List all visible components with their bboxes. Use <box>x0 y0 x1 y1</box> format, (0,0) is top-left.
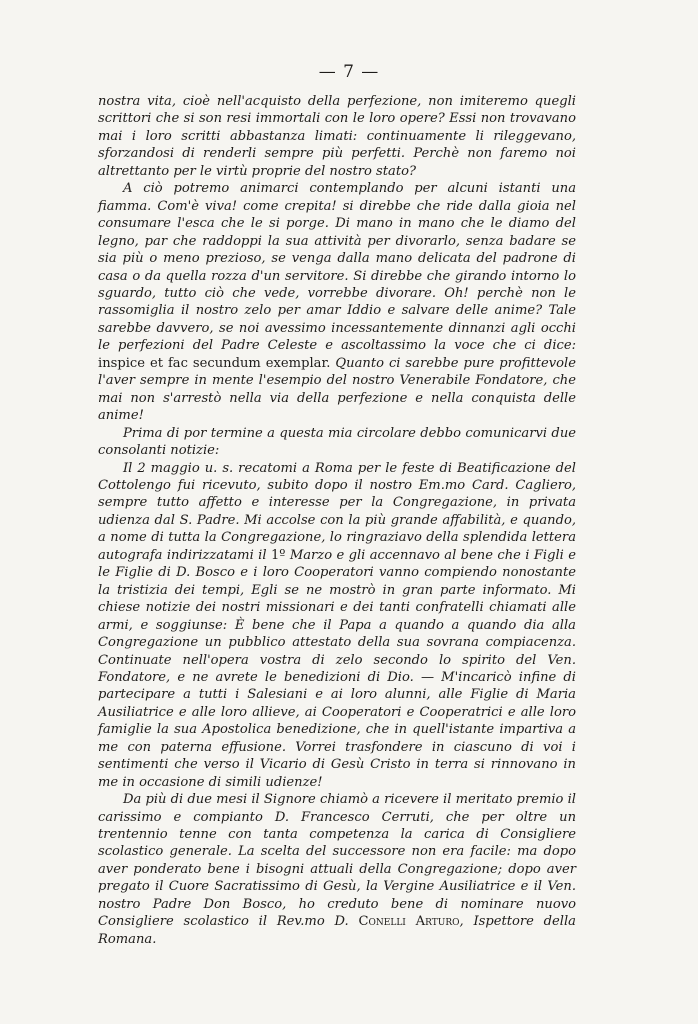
letter-body <box>98 93 576 948</box>
paragraph-flame <box>98 180 576 424</box>
flame-text-part-2: Quanto ci sarebbe pure profittevole l'aver sempre in mente l'esempio del nostro Venerabile Fondatore, che mai non s'arrestò nella via della perfezione e nella conquista delle anime! <box>98 355 576 424</box>
paragraph-new-councillor <box>98 791 576 948</box>
paragraph-perfection: nostra vita, cioè nell'acquisto della perfezione, non imiteremo quegli scrittori che si son resi immortali con le loro opere? Essi non trovavano mai i loro scritti abbastanza limati: continuamente li rileggevano, sforzandosi di renderli sempre più perfetti. Perchè non faremo noi altrettanto per le virtù proprie del nostro stato? <box>98 94 576 179</box>
date-number: 1º <box>270 547 286 563</box>
paragraph-news-intro: Prima di por termine a questa mia circolare debbo comunicarvi due consolanti notizie: <box>98 425 576 459</box>
audience-text-part-2: Marzo e gli accennavo al bene che i Figli e le Figlie di D. Bosco e i loro Cooperatori vanno compiendo nonostante la tristizia dei tempi, Egli se ne mostrò in gran parte informato. Mi chiese notizie dei nostri missionari e dei tanti confratelli chiamati alle armi, e soggiunse: È bene che il Papa a quando a quando dia alla Congregazione un pubblico attestato della sua sovrana compiacenza. Continuate nell'opera vostra di zelo secondo lo spirito del Ven. Fondatore, e ne avrete le benedizioni di Dio. — M'incaricò infine di partecipare a tutti i Salesiani e ai loro alunni, alle Figlie di Maria Ausiliatrice e alle loro allieve, ai Cooperatori e Cooperatrici e alle loro famiglie la sua Apostolica benedizione, che in quell'istante impartiva a me con paterna effusione. Vorrei trasfondere in ciascuno di voi i sentimenti che verso il Vicario di Gesù Cristo in terra si rinnovano in me in occasione di simili udienze! <box>98 547 576 790</box>
page-number: — 7 — <box>318 62 380 82</box>
audience-text-part-1: Il 2 maggio u. s. recatomi a Roma per le feste di Beatificazione del Cottolengo fui ricevuto, subito dopo il nostro Em.mo Card. Cagliero, sempre tutto affetto e interesse per la Congregazione, in privata udienza dal S. Padre. Mi accolse con la più grande affabilità, e quando, a nome di tutta la Congregazione, lo ringraziavo della splendida lettera autografa indirizzatami il <box>98 460 576 563</box>
paragraph-papal-audience <box>98 460 576 792</box>
councillor-text-part-1: Da più di due mesi il Signore chiamò a ricevere il meritato premio il carissimo e compianto D. Francesco Cerruti, che per oltre un trentennio tenne con tanta competenza la carica di Consigliere scolastico generale. La scelta del successore non era facile: ma dopo aver ponderato bene i bisogni attuali della Congregazione; dopo aver pregato il Cuore Sacratissimo di Gesù, la Vergine Ausiliatrice e il Ven. nostro Padre Don Bosco, ho creduto bene di nominare nuovo Consigliere scolastico il Rev.mo D. <box>98 792 576 930</box>
councillor-name: Conelli Arturo <box>358 914 460 930</box>
latin-quote: inspice et fac secundum exemplar. <box>98 355 331 371</box>
councillor-text-part-2: , Ispettore della Romana. <box>98 914 576 947</box>
flame-text-part-1: A ciò potremo animarci contemplando per alcuni istanti una fiamma. Com'è viva! come crepita! si direbbe che ride dalla gioia nel consumare l'esca che le si porge. Di mano in mano che le diamo del legno, par che raddoppi la sua attività per divorarlo, senza badare se sia più o meno prezioso, se venga dalla mano delicata del padrone di casa o da quella rozza d'un servitore. Si direbbe che girando intorno lo sguardo, tutto ciò che vede, vorrebbe divorare. Oh! perchè non le rassomiglia il nostro zelo per amar Iddio e salvare delle anime? Tale sarebbe davvero, se noi avessimo incessantemente dinnanzi agli occhi le perfezioni del Padre Celeste e ascoltassimo la voce che ci dice: <box>98 181 576 354</box>
